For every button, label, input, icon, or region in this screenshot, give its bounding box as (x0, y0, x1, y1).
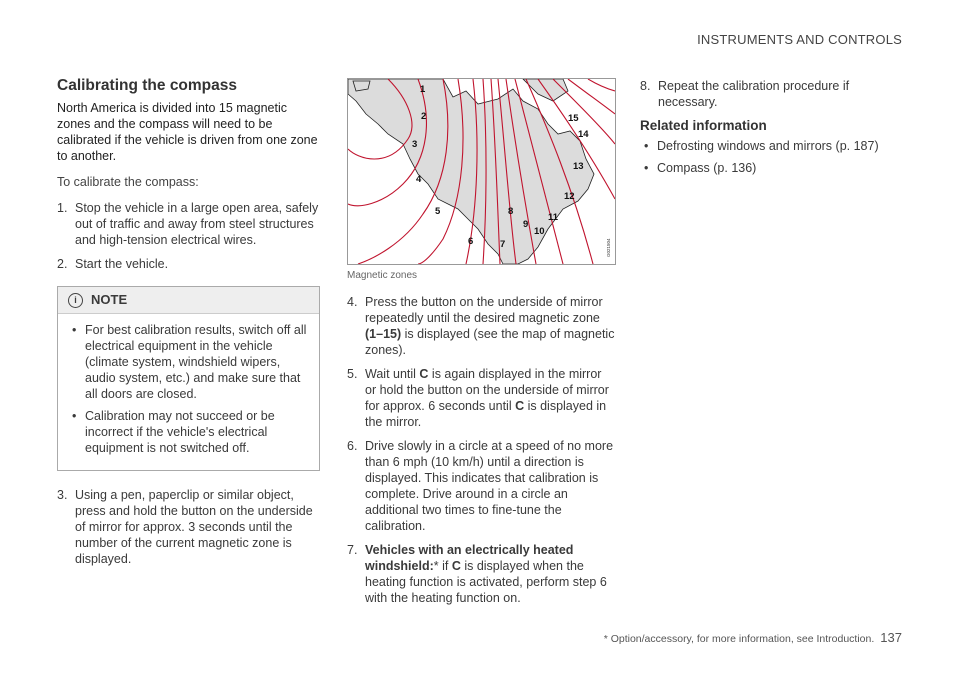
step-item (57, 256, 320, 272)
step-text (365, 367, 609, 429)
step-text (365, 295, 614, 357)
zone-label: 11 (548, 212, 559, 223)
zone-label: 3 (412, 139, 418, 150)
step-number: 3. (57, 488, 68, 502)
column-left (57, 78, 320, 575)
note-title: NOTE (91, 292, 128, 307)
zone-label: 12 (564, 191, 575, 202)
c-indicator: C (451, 559, 461, 573)
c-indicator: C (419, 367, 429, 381)
info-icon: i (68, 293, 83, 308)
magnetic-zones-map (347, 78, 616, 265)
page-number: 137 (880, 630, 902, 645)
column-middle (347, 78, 615, 614)
step-number: 1. (57, 201, 68, 215)
related-heading: Related information (640, 118, 767, 133)
section-header: INSTRUMENTS AND CONTROLS (697, 32, 902, 47)
note-item: • For best calibration results, switch off all electrical equipment in the vehicle (climate system, windshield wipers, audio system, etc.) and make sure that all doors are closed. (68, 322, 309, 402)
map-caption: Magnetic zones (347, 270, 418, 281)
step-item (347, 438, 615, 534)
step-item (347, 294, 615, 358)
figure-code: G021504 (606, 238, 611, 257)
steps-list-3 (347, 294, 615, 606)
zone-label: 14 (578, 129, 589, 140)
step-text (365, 543, 607, 605)
lead-text: To calibrate the compass: (57, 175, 199, 189)
intro-paragraph: North America is divided into 15 magnetic zones and the compass will need to be calibrated if the vehicle is driven from one zone to another. (57, 101, 318, 163)
step-text-part: is displayed in the mirror. (365, 399, 607, 429)
step-number: 5. (347, 367, 358, 381)
step-text-part: is displayed when the heating function is activated, perform step 6 with the heating function on. (365, 559, 607, 605)
step-number: 7. (347, 543, 358, 557)
step-text: Start the vehicle. (75, 257, 169, 271)
step-text-part: is displayed (see the map of magnetic zones). (365, 327, 615, 357)
step-item (57, 200, 320, 248)
step-number: 8. (640, 79, 651, 93)
note-body (58, 314, 319, 470)
zone-label: 9 (523, 219, 529, 230)
step-text-part: Wait until (365, 367, 420, 381)
zone-label: 13 (573, 161, 584, 172)
step-text-part: Press the button on the underside of mirror repeatedly until the desired magnetic zone (365, 295, 603, 325)
note-list (68, 322, 309, 456)
zone-label: 6 (468, 236, 474, 247)
step-number: 4. (347, 295, 358, 309)
zone-label: 1 (420, 84, 426, 95)
step-item (347, 366, 615, 430)
zone-range: (1–15) (365, 327, 402, 341)
zone-label: 5 (435, 206, 441, 217)
zone-label: 8 (508, 206, 514, 217)
page-title: Calibrating the compass (57, 77, 238, 94)
step-text-part: is again displayed in the mirror or hold the button on the underside of mirror for approx. 6 seconds until (365, 367, 609, 413)
option-star: * (433, 559, 439, 573)
step-text: Using a pen, paperclip or similar object, press and hold the button on the underside of mirror for approx. 3 seconds until the number of the current magnetic zone is displayed. (75, 488, 313, 566)
step-text: Stop the vehicle in a large open area, safely out of traffic and away from steel structures and high-tension electrical wires. (75, 201, 319, 247)
related-link[interactable]: • Defrosting windows and mirrors (p. 187) (640, 138, 902, 154)
step-item (640, 78, 902, 110)
related-link[interactable]: • Compass (p. 136) (640, 160, 902, 176)
step-text-part: if (438, 559, 452, 573)
zone-label: 4 (416, 174, 422, 185)
step-item (57, 487, 320, 567)
zone-label: 10 (534, 226, 545, 237)
step-item (347, 542, 615, 606)
steps-list-1 (57, 200, 320, 272)
zone-label: 15 (568, 113, 579, 124)
steps-list-4 (640, 78, 902, 110)
step-text: Repeat the calibration procedure if necessary. (658, 79, 850, 109)
step-bold-lead: Vehicles with an electrically heated windshield: (365, 543, 574, 573)
zone-label: 7 (500, 239, 506, 250)
note-box (57, 286, 320, 471)
step-number: 2. (57, 257, 68, 271)
note-header (58, 287, 319, 314)
step-text: Drive slowly in a circle at a speed of no more than 6 mph (10 km/h) until a direction is displayed. This indicates that calibration is complete. Drive around in a circle an additional two times to fine-tune the calibration. (365, 439, 614, 533)
footer (604, 630, 902, 645)
step-number: 6. (347, 439, 358, 453)
c-indicator: C (515, 399, 525, 413)
note-item: • Calibration may not succeed or be incorrect if the vehicle's electrical equipment is not switched off. (68, 408, 309, 456)
column-right (640, 78, 902, 182)
footnote-text: * Option/accessory, for more information, see Introduction. (603, 633, 875, 645)
zone-label: 2 (421, 111, 427, 122)
related-list (640, 138, 902, 176)
steps-list-2 (57, 487, 320, 567)
